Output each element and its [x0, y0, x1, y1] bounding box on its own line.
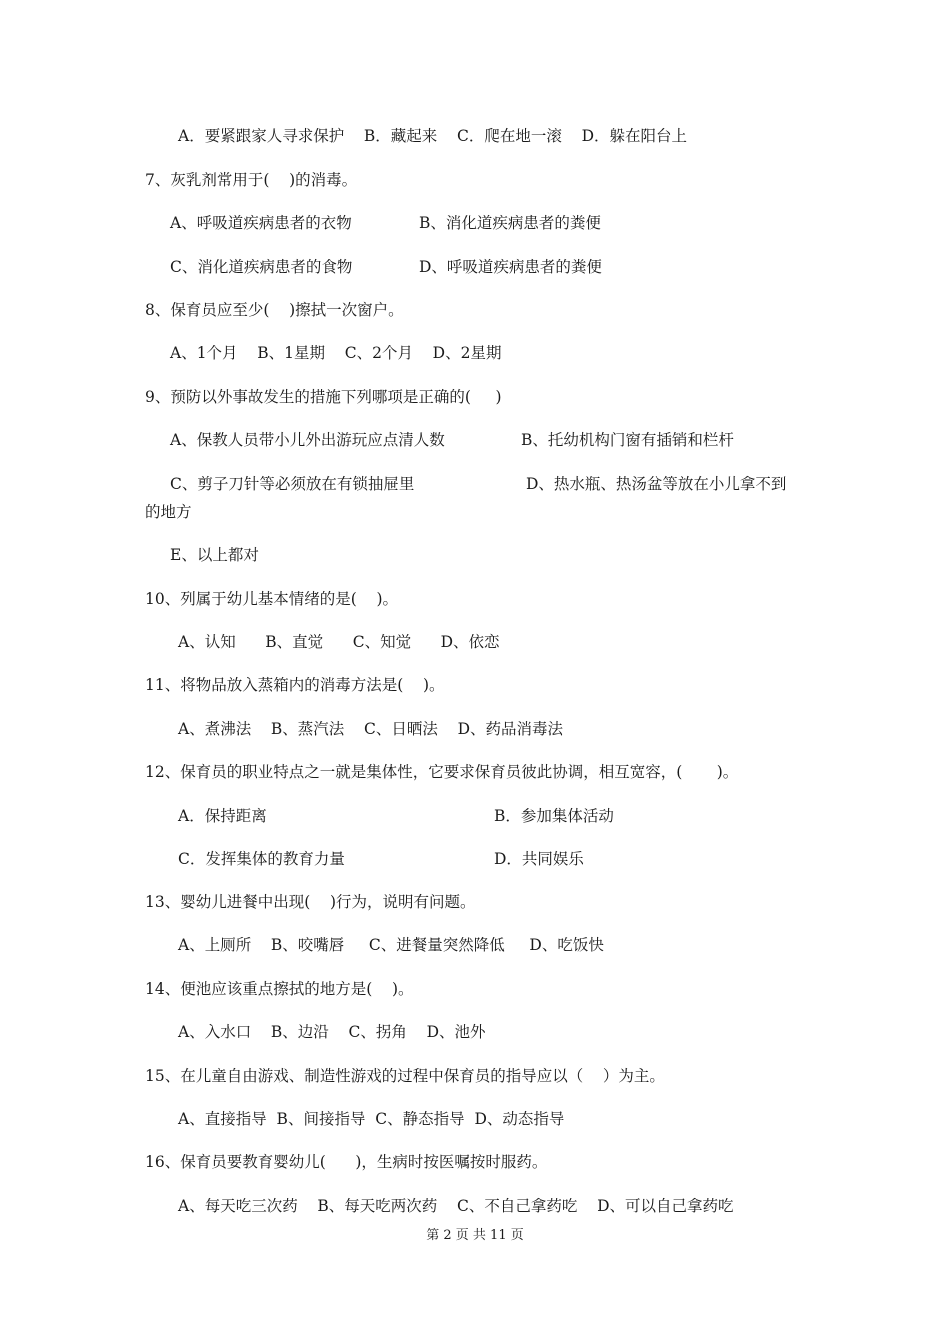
q12-option-c: C．发挥集体的教育力量	[178, 850, 345, 868]
q9-option-d-continued: 的地方	[145, 503, 192, 521]
question-15: 15、在儿童自由游戏、制造性游戏的过程中保育员的指导应以（ ）为主。	[145, 1067, 665, 1085]
question-10: 10、列属于幼儿基本情绪的是( )。	[145, 590, 399, 608]
q12-option-b: B．参加集体活动	[494, 807, 614, 825]
q11-options: A、煮沸法 B、蒸汽法 C、日晒法 D、药品消毒法	[178, 720, 563, 738]
q15-options: A、直接指导 B、间接指导 C、静态指导 D、动态指导	[178, 1110, 565, 1128]
q13-options: A、上厕所 B、咬嘴唇 C、进餐量突然降低 D、吃饭快	[178, 936, 604, 954]
question-12: 12、保育员的职业特点之一就是集体性，它要求保育员彼此协调，相互宽容，( )。	[145, 763, 739, 781]
question-8: 8、保育员应至少( )擦拭一次窗户。	[145, 301, 404, 319]
question-7: 7、灰乳剂常用于( )的消毒。	[145, 171, 358, 189]
q9-option-c: C、剪子刀针等必须放在有锁抽屉里	[170, 475, 415, 493]
question-11: 11、将物品放入蒸箱内的消毒方法是( )。	[145, 676, 445, 694]
q6-options: A．要紧跟家人寻求保护 B．藏起来 C．爬在地一滚 D．躲在阳台上	[178, 127, 687, 145]
q7-option-c: C、消化道疾病患者的食物	[170, 258, 353, 276]
q14-options: A、入水口 B、边沿 C、拐角 D、池外	[178, 1023, 486, 1041]
q10-options: A、认知 B、直觉 C、知觉 D、依恋	[178, 633, 500, 651]
question-14: 14、便池应该重点擦拭的地方是( )。	[145, 980, 414, 998]
q7-option-d: D、呼吸道疾病患者的粪便	[419, 258, 602, 276]
page-footer: 第 2 页 共 11 页	[426, 1228, 524, 1243]
q7-option-b: B、消化道疾病患者的粪便	[419, 214, 601, 232]
q9-option-d: D、热水瓶、热汤盆等放在小儿拿不到	[526, 475, 787, 493]
q7-option-a: A、呼吸道疾病患者的衣物	[170, 214, 352, 232]
q16-options: A、每天吃三次药 B、每天吃两次药 C、不自己拿药吃 D、可以自己拿药吃	[178, 1197, 734, 1215]
q9-option-a: A、保教人员带小儿外出游玩应点清人数	[170, 431, 445, 449]
question-13: 13、婴幼儿进餐中出现( )行为，说明有问题。	[145, 893, 476, 911]
question-9: 9、预防以外事故发生的措施下列哪项是正确的( )	[145, 388, 502, 406]
q9-option-e: E、以上都对	[170, 546, 259, 564]
question-16: 16、保育员要教育婴幼儿( )，生病时按医嘱按时服药。	[145, 1153, 548, 1171]
q12-option-d: D．共同娱乐	[494, 850, 584, 868]
q12-option-a: A．保持距离	[178, 807, 267, 825]
q8-options: A、1个月 B、1星期 C、2个月 D、2星期	[170, 344, 502, 362]
q9-option-b: B、托幼机构门窗有插销和栏杆	[521, 431, 734, 449]
